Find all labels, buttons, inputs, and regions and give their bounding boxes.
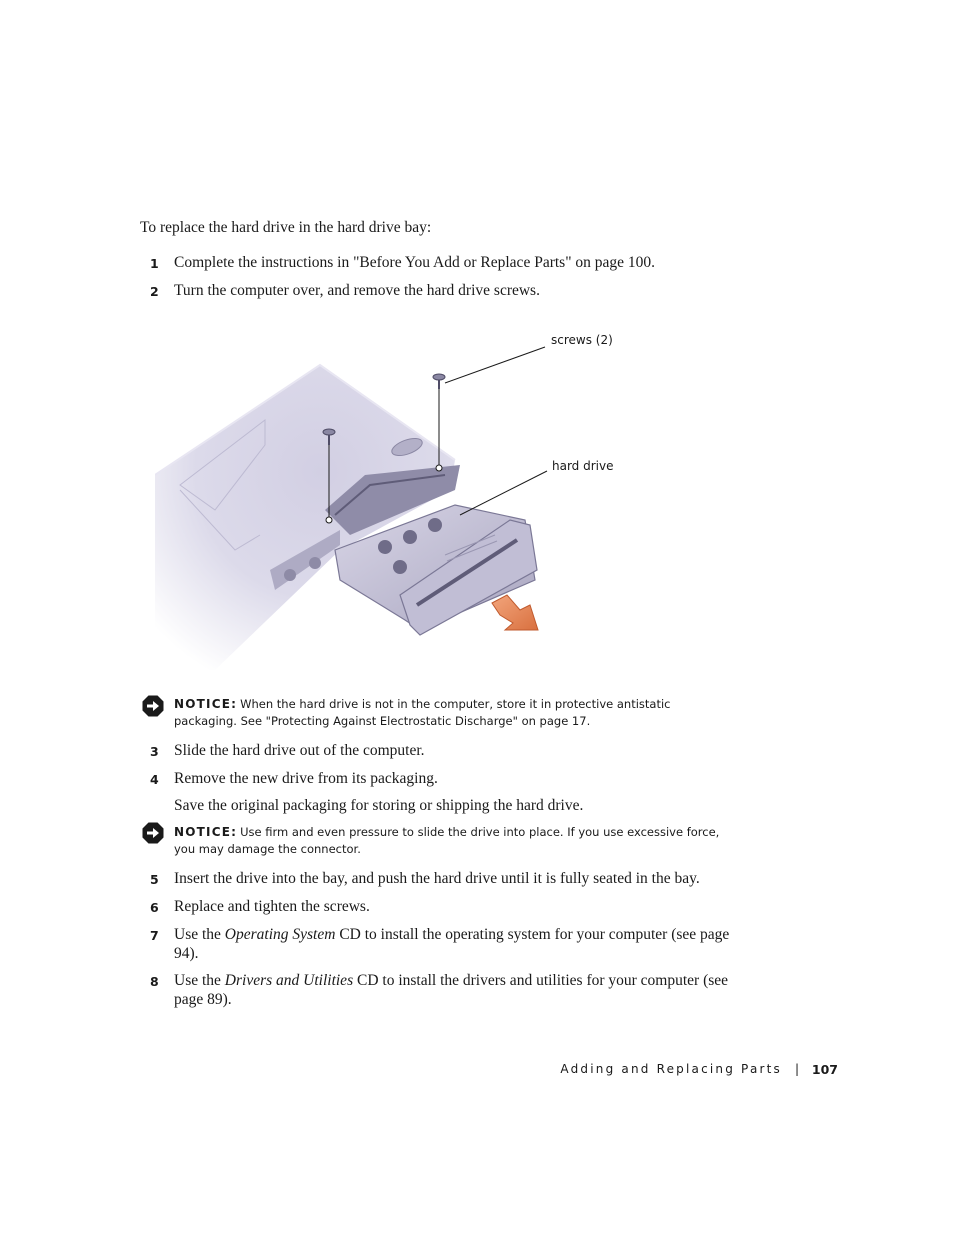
step-number: 4 (150, 772, 159, 787)
step-text: Use the Operating System CD to install the operating system for your computer (see page 94). (174, 926, 730, 962)
laptop-hard-drive-svg (155, 325, 625, 690)
step-text: Insert the drive into the bay, and push the hard drive until it is fully seated in the bay. (174, 870, 700, 887)
notice-arrow-icon (142, 695, 164, 717)
step-text: Complete the instructions in "Before You Add or Replace Parts" on page 100. (174, 254, 656, 271)
notice-body: Use firm and even pressure to slide the drive into place. If you use excessive force, you may damage the connector. (174, 825, 720, 856)
intro-text: To replace the hard drive in the hard drive bay: (140, 219, 432, 236)
step-4-note: Save the original packaging for storing or shipping the hard drive. (174, 797, 584, 814)
notice-1-text (174, 696, 729, 730)
step-number: 7 (150, 928, 159, 943)
removal-arrow-icon (492, 595, 538, 630)
step-text: Remove the new drive from its packaging. (174, 770, 438, 787)
page-footer (560, 1062, 840, 1080)
step-number: 3 (150, 744, 159, 759)
step-text: Slide the hard drive out of the computer. (174, 742, 425, 759)
footer-section-title: Adding and Replacing Parts (560, 1062, 782, 1076)
step-number: 6 (150, 900, 159, 915)
notice-2-text (174, 824, 729, 858)
footer-separator: | (794, 1062, 799, 1076)
step-text: Turn the computer over, and remove the hard drive screws. (174, 282, 540, 299)
page-number: 107 (811, 1062, 838, 1077)
callout-screws: screws (2) (551, 333, 613, 347)
notice-body: When the hard drive is not in the computer, store it in protective antistatic packaging. See "Protecting Against Electrostatic Discharge" on page 17. (174, 697, 671, 728)
notice-arrow-icon (142, 822, 164, 844)
callout-hard-drive: hard drive (552, 459, 614, 473)
step-number: 8 (150, 974, 159, 989)
notice-label: NOTICE: (174, 825, 238, 839)
cd-name: Operating System (224, 926, 336, 943)
step-text: Replace and tighten the screws. (174, 898, 370, 915)
notice-label: NOTICE: (174, 697, 238, 711)
cd-name: Drivers and Utilities (224, 972, 354, 989)
hard-drive-removal-illustration (155, 325, 625, 690)
step-number: 1 (150, 256, 159, 271)
step-number: 2 (150, 284, 159, 299)
step-number: 5 (150, 872, 159, 887)
step-text: Use the Drivers and Utilities CD to install the drivers and utilities for your computer (see page 89). (174, 972, 729, 1008)
